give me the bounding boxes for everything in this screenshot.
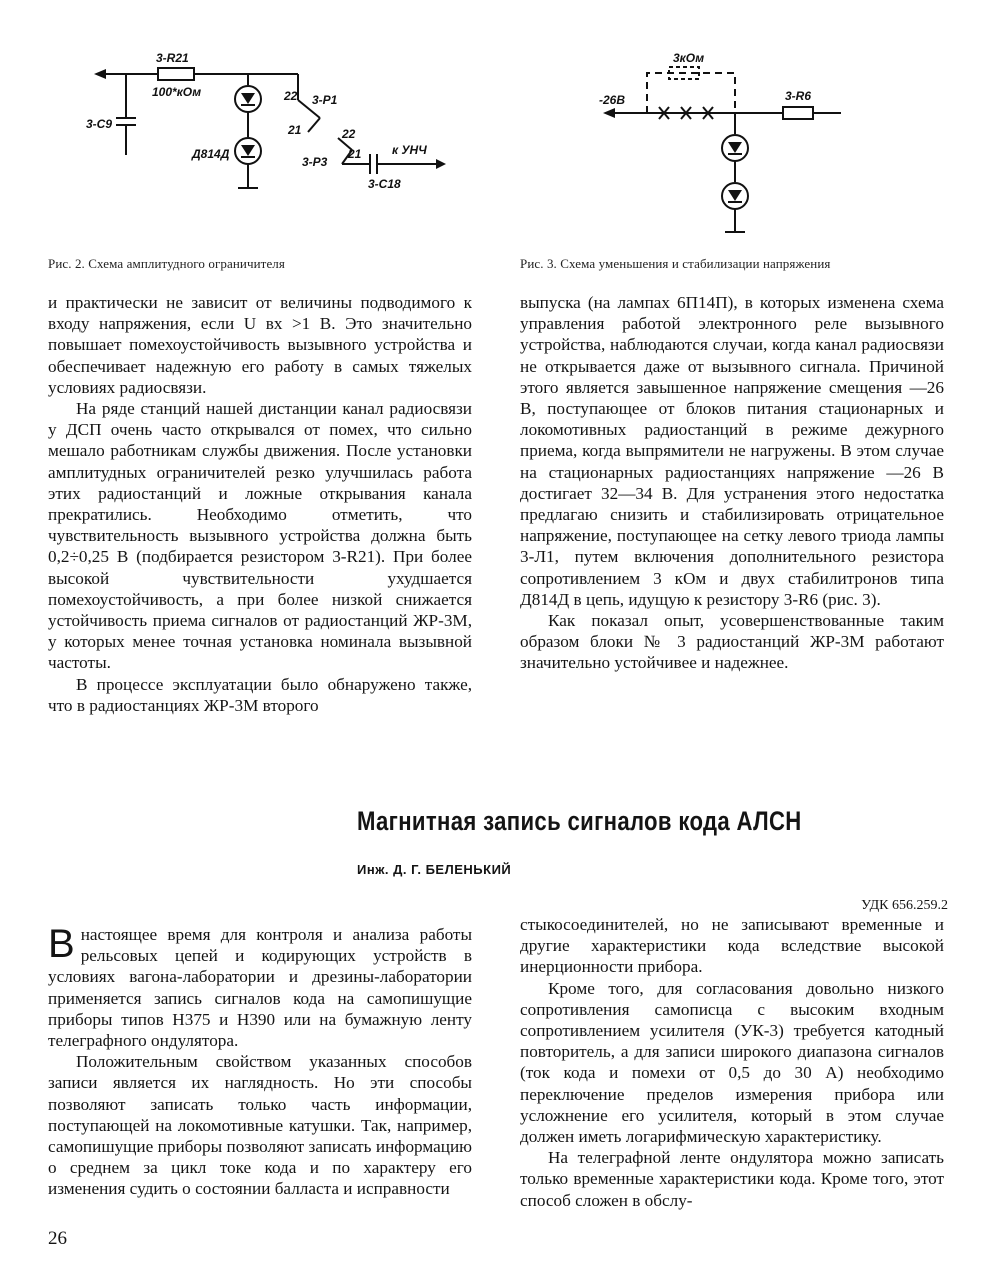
label-to-unch: к УНЧ xyxy=(392,143,427,157)
paragraph: настоящее время для контроля и анализа работы рельсовых цепей и кодирующих устройств в условиях вагона-лаборатории и дрезины-лаборатории применяется запись сигналов кода на самопишущие приборы типов Н375 и Н390 или на бумажную ленту телеграфного ондулятора. xyxy=(48,925,472,1051)
label-r21-value: 100*кОм xyxy=(152,85,202,99)
label-p3: 3-P3 xyxy=(302,155,328,169)
paragraph: Положительным свойством указанных способов записи является их наглядность. Но эти способы позволяют записать только часть информации, поступающей на локомотивные катушки. Так, например, самопишущие приборы позволяют записать информацию о среднем за цикл токе кода и по характеру его изменения судить о состоянии балласта и исправности xyxy=(48,1052,472,1199)
label-c18: 3-C18 xyxy=(368,177,401,191)
figure-2-circuit xyxy=(80,40,480,210)
udk-code: УДК 656.259.2 xyxy=(861,898,948,913)
label-pin22b: 22 xyxy=(342,127,356,141)
article-title: Магнитная запись сигналов кода АЛСН xyxy=(357,806,802,836)
label-voltage: -26В xyxy=(599,93,626,107)
paragraph: стыкосоединителей, но не записывают временные и другие характеристики кода вследствие высокой инерционности прибора. xyxy=(520,915,944,977)
upper-left-column xyxy=(48,292,472,716)
page-number: 26 xyxy=(48,1228,67,1249)
paragraph: и практически не зависит от величины подводимого к входу напряжения, если U вх >1 В. Это значительно повышает помехоустойчивость вызывного устройства и обеспечивает надежную его работу в самых тяжелых условиях радиосвязи. xyxy=(48,293,472,397)
figure-2-caption: Рис. 2. Схема амплитудного ограничителя xyxy=(48,256,285,271)
label-diode: Д814Д xyxy=(192,147,230,161)
label-c9: 3-C9 xyxy=(86,117,113,131)
drop-cap: В xyxy=(48,922,75,966)
label-r21: 3-R21 xyxy=(156,51,189,65)
label-pin21b: 21 xyxy=(348,147,362,161)
paragraph: На ряде станций нашей дистанции канал радиосвязи у ДСП очень часто открывался от помех, что сильно мешало работникам службы движения. После установки амплитудных ограничителей резко улучшилась работа этих радиостанций и ложные открывания канала прекратились. Необходимо отметить, что чувствительность вызывного устройства должна быть 0,2÷0,25 В (подбирается резистором 3-R21). При более высокой чувствительности ухудшается помехоустойчивость, а при более низкой снижается устойчивость приема сигналов от радиостанций ЖР-3М, у которых менее точная установка номинала вызывной частоты. xyxy=(48,399,472,673)
article-right-column xyxy=(520,914,944,1211)
label-pin22a: 22 xyxy=(284,89,298,103)
label-r6: 3-R6 xyxy=(785,89,812,103)
paragraph: В процессе эксплуатации было обнаружено также, что в радиостанциях ЖР-3М второго xyxy=(48,674,472,715)
paragraph: Кроме того, для согласования довольно низкого сопротивления самописца с высоким входным сопротивлением усилителя (УК-3) требуется катодный повторитель, а для записи широкого диапазона сигналов (ток кода и помехи от 0,5 до 30 А) необходимо переключение пределов измерения прибора или усложнение его усилителя, который в этом случае должен иметь логарифмическую характеристику. xyxy=(520,978,944,1147)
figure-3-caption: Рис. 3. Схема уменьшения и стабилизации напряжения xyxy=(520,256,831,271)
label-p1: 3-P1 xyxy=(312,93,338,107)
paragraph: Как показал опыт, усовершенствованные таким образом блоки № 3 радиостанций ЖР-3М работают значительно устойчивее и надежнее. xyxy=(520,611,944,673)
label-pin21a: 21 xyxy=(288,123,302,137)
figure-3-circuit xyxy=(585,40,855,245)
label-3kohm: 3кОм xyxy=(673,51,705,65)
article-author: Инж. Д. Г. БЕЛЕНЬКИЙ xyxy=(357,862,512,877)
paragraph: На телеграфной ленте ондулятора можно записать только временные характеристики кода. Кроме того, этот способ сложен в обслу- xyxy=(520,1148,944,1210)
upper-right-column xyxy=(520,292,944,674)
article-left-column xyxy=(48,924,472,1200)
paragraph: выпуска (на лампах 6П14П), в которых изменена схема управления работой электронного реле вызывного устройства, наблюдаются случаи, когда канал радиосвязи не открывается даже от вызывного сигнала. Причиной этого является завышенное напряжение смещения —26 В, поступающее от блоков питания стационарных и локомотивных радиостанций в режиме дежурного приема, когда выпрямители не нагружены. В этом случае на стационарных радиостанциях напряжение —26 В достигает 32—34 В. Для устранения этого недостатка предлагаю снизить и стабилизировать отрицательное напряжение, поступающее на сетку левого триода лампы 3-Л1, путем включения дополнительного резистора сопротивлением 3 кОм и двух стабилитронов типа Д814Д в цепь, идущую к резистору 3-R6 (рис. 3). xyxy=(520,293,944,609)
